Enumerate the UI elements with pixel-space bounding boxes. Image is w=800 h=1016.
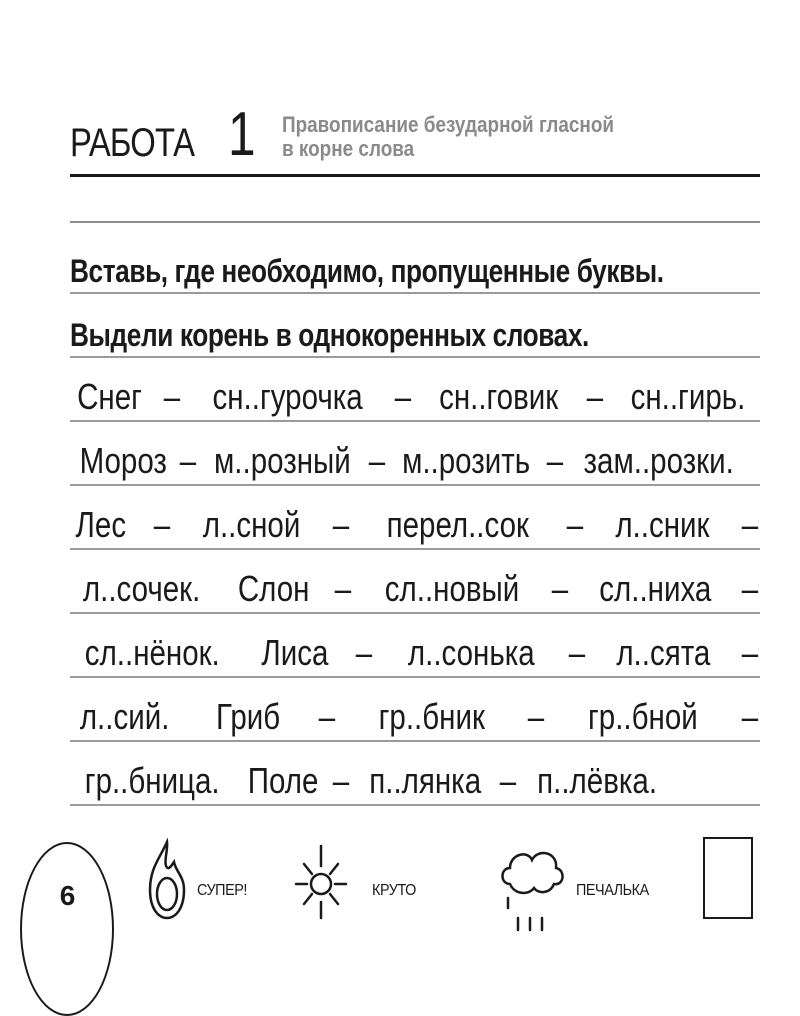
- word: гр..бник: [378, 696, 485, 737]
- word: Снег: [77, 376, 142, 417]
- work-number: 1: [228, 100, 256, 169]
- header-divider: [70, 174, 760, 177]
- self-assessment-box[interactable]: [703, 837, 753, 919]
- dash: –: [566, 504, 584, 545]
- word: зам..розки.: [583, 440, 734, 481]
- dash: –: [741, 632, 759, 673]
- page-number-circle: [20, 842, 114, 1016]
- dash: –: [332, 504, 350, 545]
- dash: –: [741, 696, 759, 737]
- page-number: 6: [59, 880, 76, 911]
- worksheet-header: [70, 95, 760, 175]
- sun-icon: [292, 842, 350, 922]
- rain-cloud-icon: [498, 842, 568, 938]
- word: сн..говик: [439, 376, 559, 417]
- dash: –: [552, 568, 569, 609]
- word: Поле: [247, 760, 319, 801]
- exercise-line: [70, 548, 760, 614]
- dash: –: [394, 376, 411, 417]
- work-topic: [282, 113, 614, 161]
- exercise-line: [70, 420, 760, 486]
- word: л..сята: [616, 632, 711, 673]
- dash: –: [741, 568, 759, 609]
- dash: –: [741, 504, 759, 545]
- exercise-line: [70, 356, 760, 422]
- dash: –: [547, 440, 564, 481]
- word: сн..гурочка: [212, 376, 363, 417]
- instruction-line: [70, 228, 760, 294]
- dash: –: [335, 568, 352, 609]
- word: сл..новый: [384, 568, 520, 609]
- exercise-line: [70, 676, 760, 742]
- word: Лес: [75, 504, 127, 545]
- word: м..розить: [402, 440, 531, 481]
- dash: –: [368, 440, 386, 481]
- word: п..лянка: [368, 760, 481, 801]
- word: гр..бной: [588, 696, 699, 737]
- exercise-line: [70, 612, 760, 678]
- dash: –: [356, 632, 373, 673]
- word: гр..бница.: [84, 760, 220, 801]
- writing-line-top: [70, 221, 760, 223]
- word: л..сонька: [407, 632, 535, 673]
- exercise-line: [70, 484, 760, 550]
- word: перел..сок: [386, 504, 530, 545]
- word: Мороз: [79, 440, 167, 481]
- rating-sad-label: ПЕЧАЛЬКА: [576, 882, 649, 899]
- dash: –: [569, 632, 586, 673]
- fire-icon: [146, 838, 188, 922]
- dash: –: [586, 376, 603, 417]
- dash: –: [164, 376, 181, 417]
- word: л..сник: [615, 504, 710, 545]
- instruction-text-1: Вставь, где необходимо, пропущенные буквы.: [70, 253, 664, 289]
- instruction-text-2: Выдели корень в однокоренных словах.: [70, 317, 589, 353]
- word: л..сочек.: [82, 568, 201, 609]
- word: Лиса: [260, 632, 329, 673]
- word: сл..ниха: [599, 568, 712, 609]
- rating-super-label: СУПЕР!: [197, 882, 247, 899]
- word: Гриб: [216, 696, 281, 737]
- rating-cool-label: КРУТО: [372, 882, 416, 899]
- word: л..сной: [202, 504, 301, 545]
- word: п..лёвка.: [536, 760, 657, 801]
- word: л..сий.: [79, 696, 170, 737]
- work-label: РАБОТА: [70, 121, 195, 165]
- dash: –: [179, 440, 196, 481]
- dash: –: [528, 696, 545, 737]
- instruction-line: [70, 292, 760, 358]
- dash: –: [318, 696, 336, 737]
- word: м..розный: [213, 440, 351, 481]
- word: Слон: [237, 568, 310, 609]
- word: сн..гирь.: [630, 376, 746, 417]
- work-topic-line-1: Правописание безударной гласной: [282, 112, 615, 137]
- exercise-line: [70, 740, 760, 806]
- word: сл..нёнок.: [84, 632, 220, 673]
- dash: –: [153, 504, 171, 545]
- dash: –: [333, 760, 350, 801]
- dash: –: [500, 760, 517, 801]
- work-topic-line-2: в корне слова: [282, 136, 415, 161]
